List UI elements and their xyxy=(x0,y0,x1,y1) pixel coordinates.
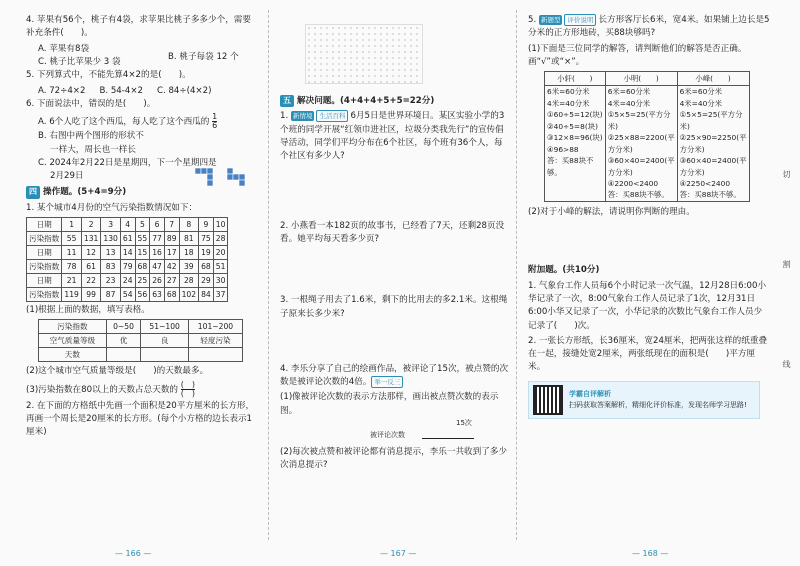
option-c-line2: 2月29日 xyxy=(50,171,84,182)
table-cell: 4 xyxy=(120,218,135,232)
problem-4-1: (1)像被评论次数的表示方法那样，画出被点赞次数的表示图。 xyxy=(280,392,499,416)
badge-tag: 举一反三 xyxy=(371,376,403,388)
table-cell: 81 xyxy=(179,232,199,246)
table-cell: 21 xyxy=(62,274,82,288)
option-a xyxy=(38,113,258,130)
extra-heading: 附加题。(共10分) xyxy=(528,265,600,276)
page-number: — 167 — xyxy=(380,549,417,558)
solution-line: ③60×40=2400(平方分米) xyxy=(607,156,675,177)
table-cell: 79 xyxy=(120,260,135,274)
table-cell: 优 xyxy=(106,334,141,348)
table-cell xyxy=(188,348,242,362)
solution-cell xyxy=(545,86,606,202)
option-c: C. 84÷(4×2) xyxy=(157,85,212,96)
table-cell: 9 xyxy=(199,218,214,232)
problem-1: 1. 新情境 生活百科 6月5日是世界环境日。某区实验小学的3个班的同学开展“红领巾进社区，垃圾分类我先行”的宣传倡导活动，同学们平均分布在6个社区，每个班有36个人，每个社区有多少人? xyxy=(280,111,505,162)
table-cell: 63 xyxy=(150,288,165,302)
solution-line: 6米=60分米 xyxy=(547,87,590,97)
table-cell: 空气质量等级 xyxy=(39,334,107,348)
problem-5-text: 长方形客厅长6米，宽4米。如果铺上边长是5分米的正方形地砖，买88块够吗? xyxy=(528,15,770,39)
table-cell: 15 xyxy=(135,246,150,260)
option-b-line1: B. 右图中两个图形的形状不 xyxy=(38,131,144,142)
problem-4-text: 4. 李乐分享了自己的绘画作品，被评论了15次，被点赞的次数是被评论次数的4倍。 xyxy=(280,363,509,388)
table-cell: 89 xyxy=(164,232,179,246)
solution-line: ②25×88=2200(平方分米) xyxy=(607,133,675,154)
table-row xyxy=(27,260,228,274)
table-cell: 99 xyxy=(81,288,101,302)
solution-line: ①60÷5=12(块) xyxy=(547,110,603,120)
table-cell: 87 xyxy=(101,288,121,302)
table-cell: 130 xyxy=(101,232,121,246)
table-row xyxy=(545,86,750,202)
table-cell: 12 xyxy=(81,246,101,260)
column-middle xyxy=(266,0,516,566)
student-name[interactable]: 小轩( ) xyxy=(545,72,606,86)
table-cell: 101~200 xyxy=(188,320,242,334)
badge-new: 新情境 xyxy=(292,112,313,121)
solution-line: ②25×90=2250(平方分米) xyxy=(679,133,747,154)
option-b-line2: 一样大，周长也一样长 xyxy=(50,144,136,155)
problem-2: 2. 小燕看一本182页的故事书，已经看了7天，还剩28页没看。她平均每天看多少页? xyxy=(280,220,505,244)
table-cell: 日期 xyxy=(27,246,62,260)
table-cell: 131 xyxy=(81,232,101,246)
table-cell: 61 xyxy=(120,232,135,246)
table-cell: 污染指数 xyxy=(27,288,62,302)
table-cell: 24 xyxy=(120,274,135,288)
denominator: 6 xyxy=(212,121,218,131)
table-cell: 2 xyxy=(81,218,101,232)
table-cell: 68 xyxy=(135,260,150,274)
option-b: B. 桃子每袋 12 个 xyxy=(168,52,239,62)
table-row xyxy=(27,218,228,232)
solution-line: 4米=40分米 xyxy=(679,98,723,108)
table-cell: 16 xyxy=(150,246,165,260)
op-question-1-3-text: (3)污染指数在80以上的天数占总天数的 xyxy=(26,384,179,395)
table-cell: 78 xyxy=(62,260,82,274)
problem-4 xyxy=(280,363,510,390)
table-cell: 污染指数 xyxy=(39,320,107,334)
section-5-heading xyxy=(280,95,510,108)
qr-code-icon[interactable] xyxy=(533,385,563,415)
bar-diagram xyxy=(280,420,510,446)
table-cell: 污染指数 xyxy=(27,232,62,246)
solution-line: 6米=60分米 xyxy=(607,87,651,97)
op-question-1-2: (2)这个城市空气质量等级是( )的天数最多。 xyxy=(26,366,209,377)
pollution-table xyxy=(26,217,228,302)
shapes-figure xyxy=(195,168,255,190)
solution-cell xyxy=(677,86,749,202)
qr-description: 扫码获取答案解析，精细化评价标准，发现名师学习思路! xyxy=(569,400,747,409)
table-row xyxy=(27,232,228,246)
extra-question-2: 2. 一张长方形纸，长36厘米，宽24厘米，把两张这样的纸重叠在一起，接缝处宽2厘米，两张纸现在的面积是( )平方厘米。 xyxy=(528,335,768,373)
table-cell: 25 xyxy=(135,274,150,288)
table-cell: 19 xyxy=(199,246,214,260)
table-row xyxy=(545,72,750,86)
section-number: 五 xyxy=(280,95,294,107)
table-row xyxy=(39,334,243,348)
table-cell: 83 xyxy=(101,260,121,274)
table-row xyxy=(27,274,228,288)
solution-line: ①5×5=25(平方分米) xyxy=(679,110,743,131)
cut-line-label: 割 xyxy=(782,260,791,268)
problem-1-text: 6月5日是世界环境日。某区实验小学的3个班的同学开展“红领巾进社区，垃圾分类我先行”的宣传倡导活动，同学们平均分布在6个社区，每个班有36个人，每个社区有多少人? xyxy=(280,111,505,162)
column-right xyxy=(516,0,800,566)
solution-line: 4米=40分米 xyxy=(547,98,590,108)
table-cell: 84 xyxy=(199,288,214,302)
table-cell: 23 xyxy=(101,274,121,288)
solution-cell xyxy=(605,86,677,202)
table-cell: 28 xyxy=(213,232,228,246)
table-cell: 61 xyxy=(81,260,101,274)
qr-title: 学霸自评解析 xyxy=(569,389,611,398)
table-cell: 轻度污染 xyxy=(188,334,242,348)
solutions-table xyxy=(544,71,750,202)
fraction-blank: $\frac{( )}{( )}$ xyxy=(180,379,195,398)
bar-line xyxy=(422,430,474,439)
table-cell: 6 xyxy=(150,218,165,232)
table-cell: 1 xyxy=(62,218,82,232)
problem-5-1: (1)下面是三位同学的解答，请判断他们的解答是否正确。画“√”或“×”。 xyxy=(528,43,747,67)
solution-line: ①5×5=25(平方分米) xyxy=(607,110,671,131)
solution-line: ④2200<2400 xyxy=(607,179,659,188)
problem-4-2: (2)每次被点赞和被评论都有消息提示，李乐一共收到了多少次消息提示? xyxy=(280,447,508,471)
option-c-line1: C. 2024年2月22日是星期四，下一个星期四是 xyxy=(38,157,217,168)
table-cell: 3 xyxy=(101,218,121,232)
table-cell: 10 xyxy=(213,218,228,232)
answer-space[interactable] xyxy=(528,221,770,261)
table-cell: 28 xyxy=(179,274,199,288)
option-a-text: A. 6个人吃了这个西瓜，每人吃了这个西瓜的 xyxy=(38,117,210,128)
table-cell: 14 xyxy=(120,246,135,260)
badge-new: 新题型 xyxy=(540,16,561,24)
option-a: A. 72÷4×2 xyxy=(38,85,86,96)
table-row xyxy=(27,246,228,260)
problem-3: 3. 一根绳子用去了1.6米，剩下的比用去的多2.1米。这根绳子原来长多少米? xyxy=(280,295,508,319)
table-cell: 11 xyxy=(62,246,82,260)
page-number: — 168 — xyxy=(632,549,669,558)
solution-line: ④2250<2400 xyxy=(679,179,731,188)
table-cell: 日期 xyxy=(27,274,62,288)
table-row xyxy=(27,288,228,302)
table-cell xyxy=(141,348,189,362)
solution-line: ③60×40=2400(平方分米) xyxy=(679,156,747,177)
student-name[interactable]: 小明( ) xyxy=(605,72,677,86)
section-title: 操作题。(5+4=9分) xyxy=(43,187,127,198)
table-cell: 18 xyxy=(179,246,199,260)
op-question-2: 2. 在下面的方格纸中先画一个面积是20平方厘米的长方形，再画一个周长是20厘米的长方形。(每个小方格的边长表示1厘米) xyxy=(26,400,255,438)
table-cell: 日期 xyxy=(27,218,62,232)
table-cell: 102 xyxy=(179,288,199,302)
solution-line: ②40÷5=8(块) xyxy=(547,121,598,131)
option-c: C. 桃子比苹果少 3 袋 xyxy=(38,56,121,67)
table-cell: 天数 xyxy=(39,348,107,362)
table-cell: 39 xyxy=(179,260,199,274)
op-question-1: 1. 某个城市4月份的空气污染指数情况如下： xyxy=(26,202,198,213)
table-cell: 51~100 xyxy=(141,320,189,334)
op-question-1-1: (1)根据上面的数据，填写表格。 xyxy=(26,305,150,316)
table-cell: 13 xyxy=(101,246,121,260)
table-cell: 27 xyxy=(164,274,179,288)
section-number: 四 xyxy=(26,186,40,198)
answer-space[interactable] xyxy=(280,166,510,220)
qr-banner xyxy=(528,381,760,419)
table-cell: 良 xyxy=(141,334,189,348)
solution-line: 答：买88块不够。 xyxy=(547,156,594,177)
table-cell: 51 xyxy=(213,260,228,274)
cut-line-label: 切 xyxy=(782,170,791,178)
qr-text-block xyxy=(569,389,747,411)
problem-5: 5. 新题型 评价说明 长方形客厅长6米，宽4米。如果铺上边长是5分米的正方形地砖，买88块够吗? xyxy=(528,15,770,39)
option-a: A. 苹果有8袋 xyxy=(38,43,90,54)
table-cell: 污染指数 xyxy=(27,260,62,274)
bar-value: 15次 xyxy=(456,419,472,428)
table-cell: 22 xyxy=(81,274,101,288)
table-cell: 77 xyxy=(150,232,165,246)
section-title: 解决问题。(4+4+4+5+5=22分) xyxy=(297,96,435,106)
page-number: — 166 — xyxy=(115,549,152,558)
quality-table xyxy=(38,319,243,362)
table-cell: 20 xyxy=(213,246,228,260)
solution-line: 答：买88块不够。 xyxy=(679,190,741,200)
answer-space[interactable] xyxy=(280,323,510,363)
extra-question-1: 1. 气象台工作人员每6个小时记录一次气温，12月28日6:00小华记录了一次，8:00气象台工作人员记录了1次，12月31日6:00小华又记录了一次，小华记录的次数比气象台工作人员少记录了( )次。 xyxy=(528,280,767,331)
table-cell: 55 xyxy=(135,232,150,246)
badge-category: 生活百科 xyxy=(316,110,348,122)
table-cell: 42 xyxy=(164,260,179,274)
answer-space[interactable] xyxy=(280,248,510,294)
table-cell xyxy=(106,348,141,362)
table-cell: 29 xyxy=(199,274,214,288)
bar-label: 被评论次数 xyxy=(370,431,405,440)
cut-line-label: 线 xyxy=(782,360,791,368)
solution-line: 答：买88块不够。 xyxy=(607,190,669,200)
table-cell: 75 xyxy=(199,232,214,246)
table-cell: 37 xyxy=(213,288,228,302)
student-name[interactable]: 小峰( ) xyxy=(677,72,749,86)
question-4: 4. 苹果有56个，桃子有4袋，求苹果比桃子多多少个，需要补充条件( )。 xyxy=(26,15,251,39)
table-cell: 55 xyxy=(62,232,82,246)
option-b: B. 54-4×2 xyxy=(99,85,143,96)
table-cell: 8 xyxy=(179,218,199,232)
table-cell: 7 xyxy=(164,218,179,232)
table-cell: 56 xyxy=(135,288,150,302)
solution-line: ③12×8=96(块) xyxy=(547,133,603,143)
table-cell: 26 xyxy=(150,274,165,288)
table-row xyxy=(39,348,243,362)
column-left xyxy=(0,0,266,566)
table-cell: 68 xyxy=(164,288,179,302)
table-cell: 5 xyxy=(135,218,150,232)
numerator: 1 xyxy=(212,112,218,122)
table-cell: 0~50 xyxy=(106,320,141,334)
question-5: 5. 下列算式中，不能先算4×2的是( )。 xyxy=(26,70,191,81)
solution-line: 6米=60分米 xyxy=(679,87,723,97)
table-cell: 17 xyxy=(164,246,179,260)
table-cell: 47 xyxy=(150,260,165,274)
table-cell: 119 xyxy=(62,288,82,302)
table-row xyxy=(39,320,243,334)
question-5-options xyxy=(38,85,258,98)
badge-category: 评价说明 xyxy=(564,14,596,26)
table-cell: 68 xyxy=(199,260,214,274)
op-question-1-3 xyxy=(26,381,258,398)
fraction xyxy=(212,113,217,130)
solution-line: 4米=40分米 xyxy=(607,98,651,108)
question-6: 6. 下面说法中，错误的是( )。 xyxy=(26,98,156,109)
solution-line: ④96>88 xyxy=(547,144,579,154)
problem-5-2: (2)对于小峰的解法，请说明你判断的理由。 xyxy=(528,206,695,217)
table-cell: 54 xyxy=(120,288,135,302)
table-cell: 30 xyxy=(213,274,228,288)
